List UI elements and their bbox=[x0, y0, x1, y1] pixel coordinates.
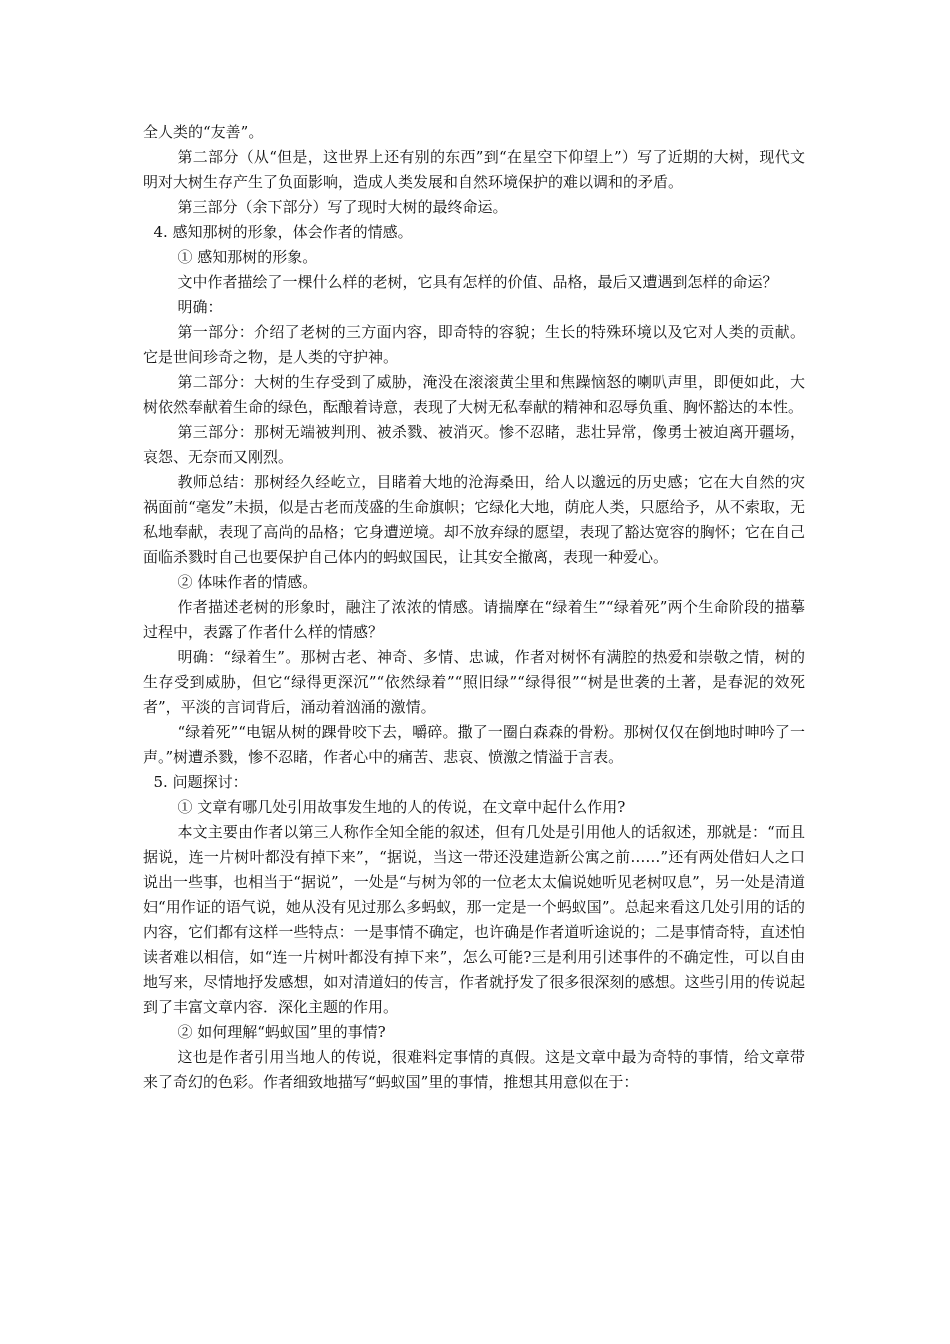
subsection-heading: ① 文章有哪几处引用故事发生地的人的传说，在文章中起什么作用? bbox=[177, 798, 626, 816]
paragraph: 作者描述老树的形象时，融注了浓浓的情感。请揣摩在“绿着生”“绿着死”两个生命阶段的描摹过程中，表露了作者什么样的情感？ bbox=[143, 598, 805, 641]
paragraph: 第三部分（余下部分）写了现时大树的最终命运。 bbox=[177, 198, 508, 216]
subsection-heading: ② 如何理解“蚂蚁国”里的事情? bbox=[177, 1023, 386, 1041]
paragraph: 第三部分：那树无端被判刑、被杀戮、被消灭。惨不忍睹，悲壮异常，像勇士被迫离开疆场，哀怨、无奈而又刚烈。 bbox=[143, 423, 805, 466]
paragraph: 全人类的“友善”。 bbox=[143, 123, 264, 141]
paragraph: 第二部分：大树的生存受到了威胁，淹没在滚滚黄尘里和焦躁恼怒的喇叭声里，即便如此，大树依然奉献着生命的绿色，酝酿着诗意，表现了大树无私奉献的精神和忍辱负重、胸怀豁达的本性。 bbox=[143, 373, 805, 416]
paragraph: 第一部分：介绍了老树的三方面内容，即奇特的容貌；生长的特殊环境以及它对人类的贡献。它是世间珍奇之物，是人类的守护神。 bbox=[143, 323, 805, 366]
document-page bbox=[143, 120, 805, 1095]
paragraph: 本文主要由作者以第三人称作全知全能的叙述，但有几处是引用他人的话叙述，那就是：“而且据说，连一片树叶都没有掉下来”，“据说，当这一带还没建造新公寓之前……”还有两处借妇人之口说出一些事，也相当于“据说”，一处是“与树为邻的一位老太太偏说她听见老树叹息”，另一处是清道妇“用作证的语气说，她从没有见过那么多蚂蚁，那一定是一个蚂蚁国”。总起来看这几处引用的话的内容，它们都有这样一些特点：一是事情不确定，也许确是作者道听途说的；二是事情奇特，直述怕读者难以相信，如“连一片树叶都没有掉下来”，怎么可能?三是利用引述事件的不确定性，可以自由地写来，尽情地抒发感想，如对清道妇的传言，作者就抒发了很多很深刻的感想。这些引用的传说起到了丰富文章内容．深化主题的作用。 bbox=[143, 823, 805, 1016]
paragraph: “绿着死”“电锯从树的踝骨咬下去，嚼碎。撒了一圈白森森的骨粉。那树仅仅在倒地时呻吟了一声。”树遭杀戮，惨不忍睹，作者心中的痛苦、悲哀、愤激之情溢于言表。 bbox=[143, 723, 805, 766]
subsection-heading: ① 感知那树的形象。 bbox=[177, 248, 318, 266]
paragraph: 文中作者描绘了一棵什么样的老树，它具有怎样的价值、品格，最后又遭遇到怎样的命运？ bbox=[177, 273, 778, 291]
paragraph: 这也是作者引用当地人的传说，很难料定事情的真假。这是文章中最为奇特的事情，给文章带来了奇幻的色彩。作者细致地描写“蚂蚁国”里的事情，推想其用意似在于： bbox=[143, 1048, 805, 1091]
paragraph: 第二部分（从“但是，这世界上还有别的东西”到“在星空下仰望上”）写了近期的大树，现代文明对大树生存产生了负面影响，造成人类发展和自然环境保护的难以调和的矛盾。 bbox=[143, 148, 805, 191]
section-heading: 4. 感知那树的形象，体会作者的情感。 bbox=[153, 223, 413, 241]
paragraph: 明确：“绿着生”。那树古老、神奇、多情、忠诚，作者对树怀有满腔的热爱和崇敬之情，树的生存受到威胁，但它“绿得更深沉”“依然绿着”“照旧绿”“绿得很”“树是世袭的土著，是春泥的效死者”，平淡的言词背后，涌动着汹涌的激情。 bbox=[143, 648, 805, 716]
paragraph: 教师总结：那树经久经屹立，目睹着大地的沧海桑田，给人以邈远的历史感；它在大自然的灾祸面前“毫发”未损，似是古老而茂盛的生命旗帜；它绿化大地，荫庇人类，只愿给予，从不索取，无私地奉献，表现了高尚的品格；它身遭逆境。却不放弃绿的愿望，表现了豁达宽容的胸怀；它在自己面临杀戮时自己也要保护自己体内的蚂蚁国民，让其安全撤离，表现一种爱心。 bbox=[143, 473, 805, 566]
paragraph: 明确： bbox=[177, 298, 223, 316]
subsection-heading: ② 体味作者的情感。 bbox=[177, 573, 318, 591]
section-heading: 5. 问题探讨： bbox=[153, 773, 248, 791]
